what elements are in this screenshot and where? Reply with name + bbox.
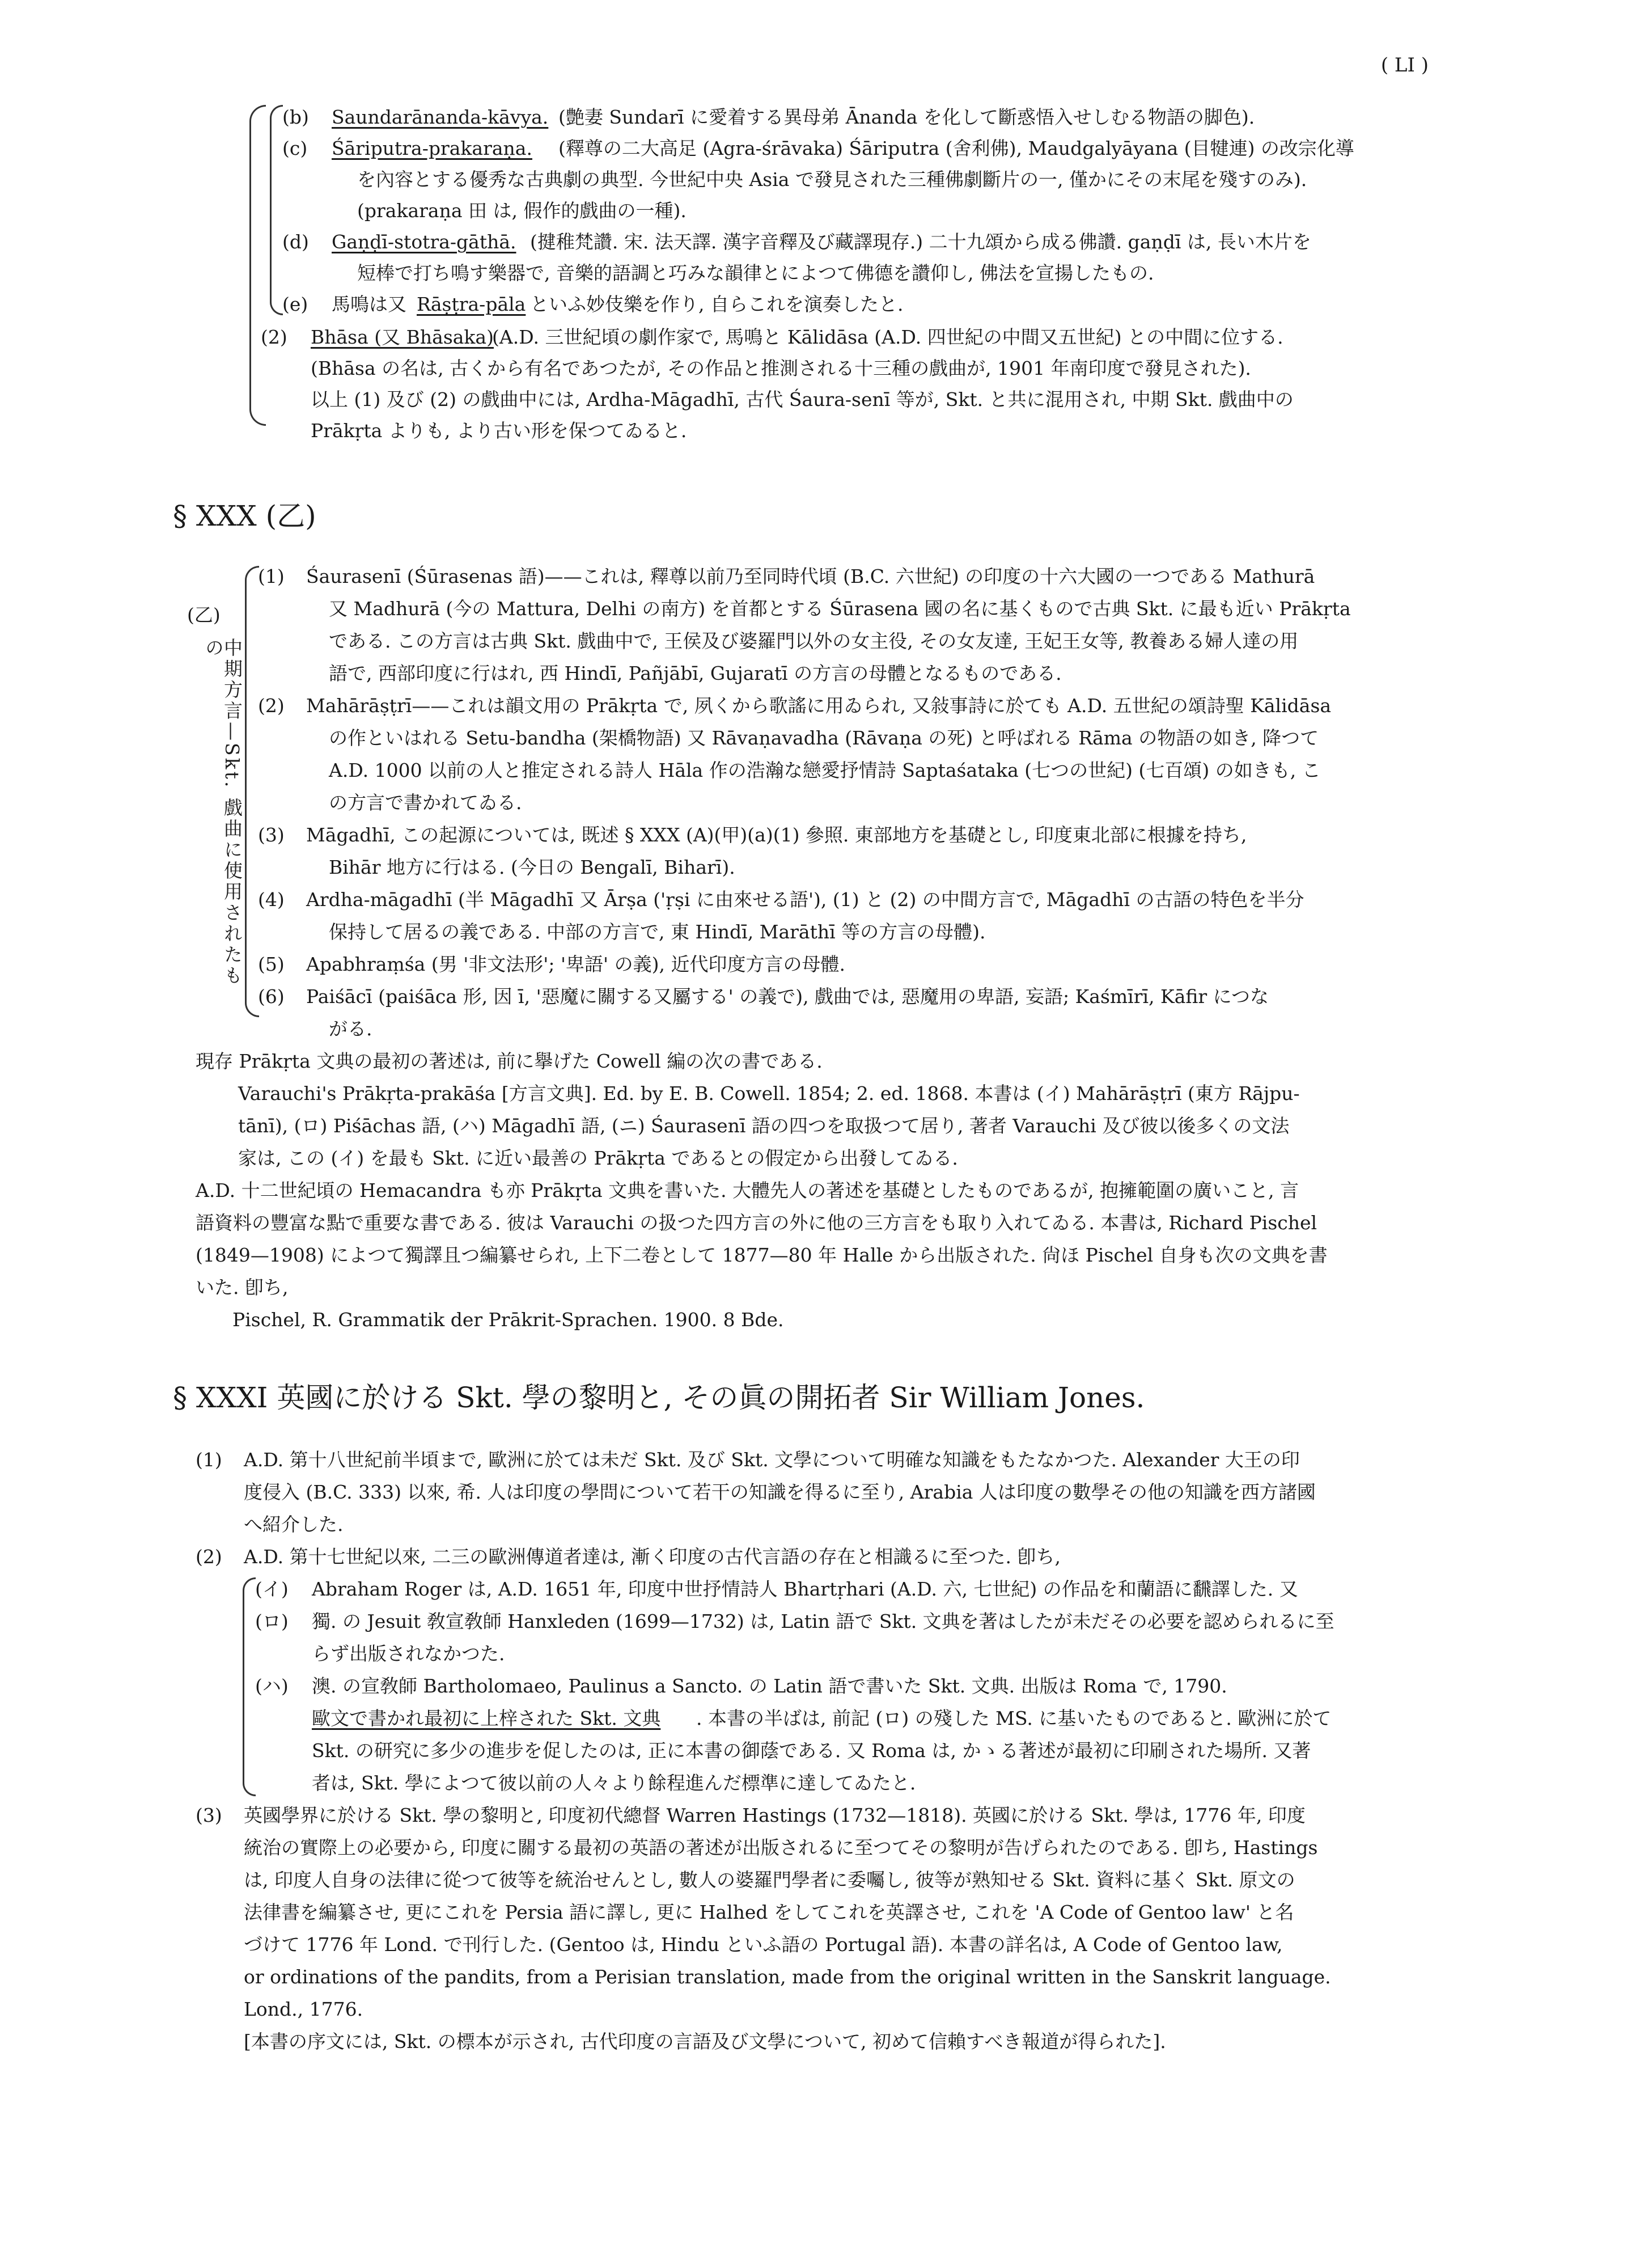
side-vertical-label: 中期方言—Skt. 戲曲に使用されたもの	[202, 638, 243, 987]
section-heading-xxx: § XXX (乙)	[173, 500, 316, 532]
top-sub-brace	[270, 105, 283, 315]
page-number: ( LI )	[1380, 54, 1429, 77]
section-heading-xxxi: § XXXI 英國に於ける Skt. 學の黎明と, その眞の開拓者 Sir William Jones.	[173, 1381, 1145, 1414]
top-brace	[249, 105, 266, 426]
sec30-brace	[245, 566, 259, 1017]
sec31-sub-brace	[243, 1577, 256, 1796]
side-label-otsu: (乙)	[187, 604, 221, 626]
